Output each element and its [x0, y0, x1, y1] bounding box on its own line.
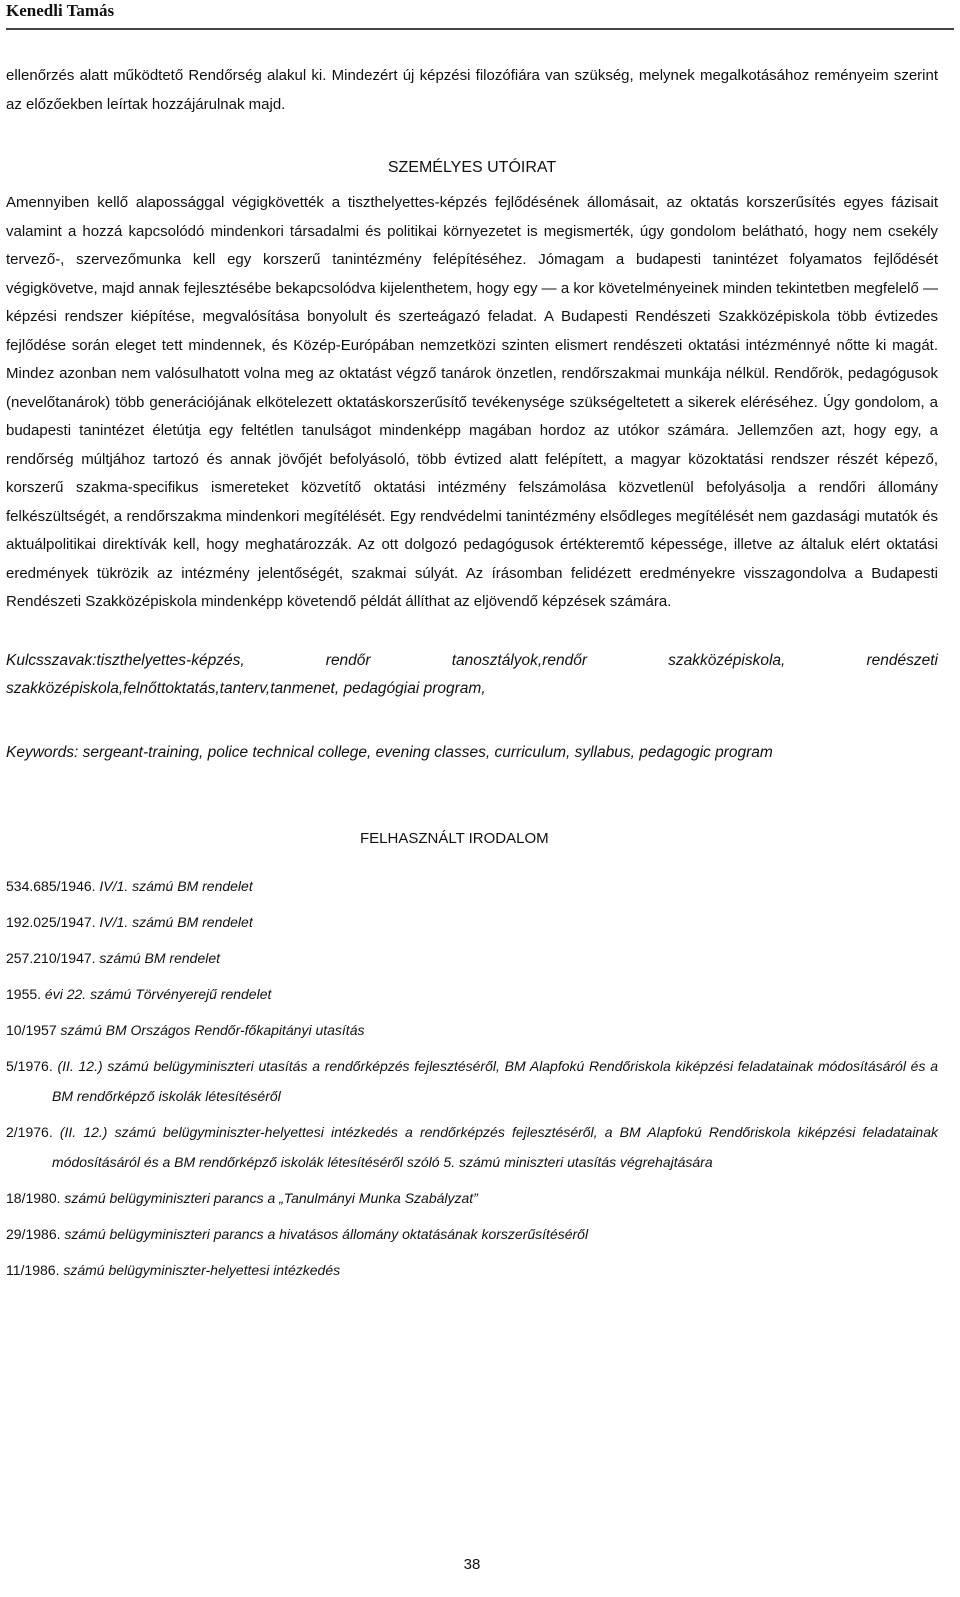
reference-item — [6, 1051, 938, 1111]
reference-text: számú belügyminiszter-helyettesi intézkedés — [59, 1261, 341, 1278]
reference-item — [6, 1255, 938, 1285]
reference-text: számú belügyminiszteri parancs a „Tanulmányi Munka Szabályzat” — [60, 1189, 478, 1206]
postscript-title: SZEMÉLYES UTÓIRAT — [387, 159, 557, 176]
author-name: Kenedli Tamás — [6, 1, 115, 20]
page-content — [6, 62, 938, 1291]
postscript-body: Amennyiben kellő alapossággal végigkövették a tiszthelyettes-képzés fejlődésének állomásait, az oktatás korszerűsítés egyes fázisait valamint a hozzá kapcsolódó mindenkori társadalmi és politikai környezetet is megismerték, úgy gondolom belátható, hogy nem csekély tervező-, szervezőmunka kell egy korszerű tanintézmény felépítéséhez. Jómagam a budapesti tanintézet folyamatos fejlődését végigkövetve, majd annak fejlesztésébe bekapcsolódva kijelenthetem, hogy egy — a kor követelményeinek minden tekintetben megfelelő — képzési rendszer kiépítése, megvalósítása bonyolult és szerteágazó feladat. A Budapesti Rendészeti Szakközépiskola több évtizedes fejlődése során eleget tett mindennek, és Közép-Európában nemzetközi szinten elismert rendészeti oktatási intézménnyé nőtte ki magát. Mindez azonban nem valósulhatott volna meg az oktatást végző tanárok önzetlen, rendőrszakmai munkája nélkül. Rendőrök, pedagógusok (nevelőtanárok) több generációjának elkötelezett oktatáskorszerűsítő tevékenysége szükségeltetett a sikerek eléréséhez. Úgy gondolom, a budapesti tanintézet életútja egy feltétlen tanulságot mindenképp magában hordoz az utókor számára. Jellemzően azt, hogy egy, a rendőrség múltjához tartozó és annak jövőjét befolyásoló, több évtized alatt felépített, a magyar közoktatási rendszer részét képező, korszerű szakma-specifikus ismereteket közvetítő oktatási intézmény felszámolása közvetlenül befolyásolja a rendőri állomány felkészültségét, a rendőrszakma mindenkori megítélését. Egy rendvédelmi tanintézmény elsődleges megítélését nem gazdasági mutatók és aktuálpolitikai direktívák kell, hogy meghatározzák. Az ott dolgozó pedagógusok értékteremtő képessége, illetve az általuk elért oktatási eredmények tükrözik az intézmény jelentőségét, szakmai súlyát. Az írásomban felidézett eredményekre visszagondolva a Budapesti Rendészeti Szakközépiskola mindenképp követendő példát állíthat az eljövendő képzések számára. — [6, 194, 938, 610]
reference-number: 534.685/1946. — [6, 877, 96, 894]
reference-number: 5/1976. — [6, 1057, 53, 1074]
reference-item — [6, 943, 938, 973]
reference-text: (II. 12.) számú belügyminiszter-helyettesi intézkedés a rendőrképzés fejlesztéséről, a BM Alapfokú Rendőriskola kiképzési feladatainak módosításáról és a BM rendőrképző iskolák létesítéséről szóló 5. számú miniszteri utasítás végrehajtására — [52, 1123, 938, 1170]
reference-text: számú BM Országos Rendőr-főkapitányi utasítás — [56, 1021, 365, 1038]
reference-item — [6, 1219, 938, 1249]
reference-number: 11/1986. — [6, 1261, 60, 1278]
reference-item — [6, 907, 938, 937]
reference-number: 10/1957 — [6, 1021, 57, 1038]
reference-number: 18/1980. — [6, 1189, 61, 1206]
running-header — [6, 0, 954, 30]
reference-item — [6, 1183, 938, 1213]
reference-number: 29/1986. — [6, 1225, 61, 1242]
references-list — [6, 871, 938, 1285]
reference-item — [6, 979, 938, 1009]
reference-number: 2/1976. — [6, 1123, 53, 1140]
references-title: FELHASZNÁLT IRODALOM — [360, 829, 549, 847]
reference-number: 1955. — [6, 985, 42, 1002]
reference-text: számú BM rendelet — [95, 949, 221, 966]
reference-text: évi 22. számú Törvényerejű rendelet — [41, 985, 272, 1002]
intro-paragraph: ellenőrzés alatt működtető Rendőrség alakul ki. Mindezért új képzési filozófiára van szükség, melynek megalkotásához reményeim szerint az előzőekben leírtak hozzájárulnak majd. — [6, 67, 938, 113]
page-number: 38 — [463, 1556, 481, 1573]
reference-number: 257.210/1947. — [6, 949, 96, 966]
reference-text: IV/1. számú BM rendelet — [95, 913, 253, 930]
keywords-english: Keywords: sergeant-training, police technical college, evening classes, curriculum, syllabus, pedagogic program — [6, 743, 773, 761]
reference-item — [6, 871, 938, 901]
reference-item — [6, 1015, 938, 1045]
reference-number: 192.025/1947. — [6, 913, 96, 930]
reference-item — [6, 1117, 938, 1177]
reference-text: IV/1. számú BM rendelet — [95, 877, 253, 894]
keywords-hungarian: Kulcsszavak:tiszthelyettes-képzés, rendőr tanosztályok,rendőr szakközépiskola, rendészeti szakközépiskola,felnőttoktatás,tanterv,tanmenet, pedagógiai program, — [6, 651, 938, 697]
reference-text: (II. 12.) számú belügyminiszteri utasítás a rendőrképzés fejlesztéséről, BM Alapfokú Rendőriskola kiképzési feladatainak módosításáról és a BM rendőrképző iskolák létesítéséről — [52, 1057, 938, 1104]
reference-text: számú belügyminiszteri parancs a hivatásos állomány oktatásának korszerűsítéséről — [60, 1225, 589, 1242]
